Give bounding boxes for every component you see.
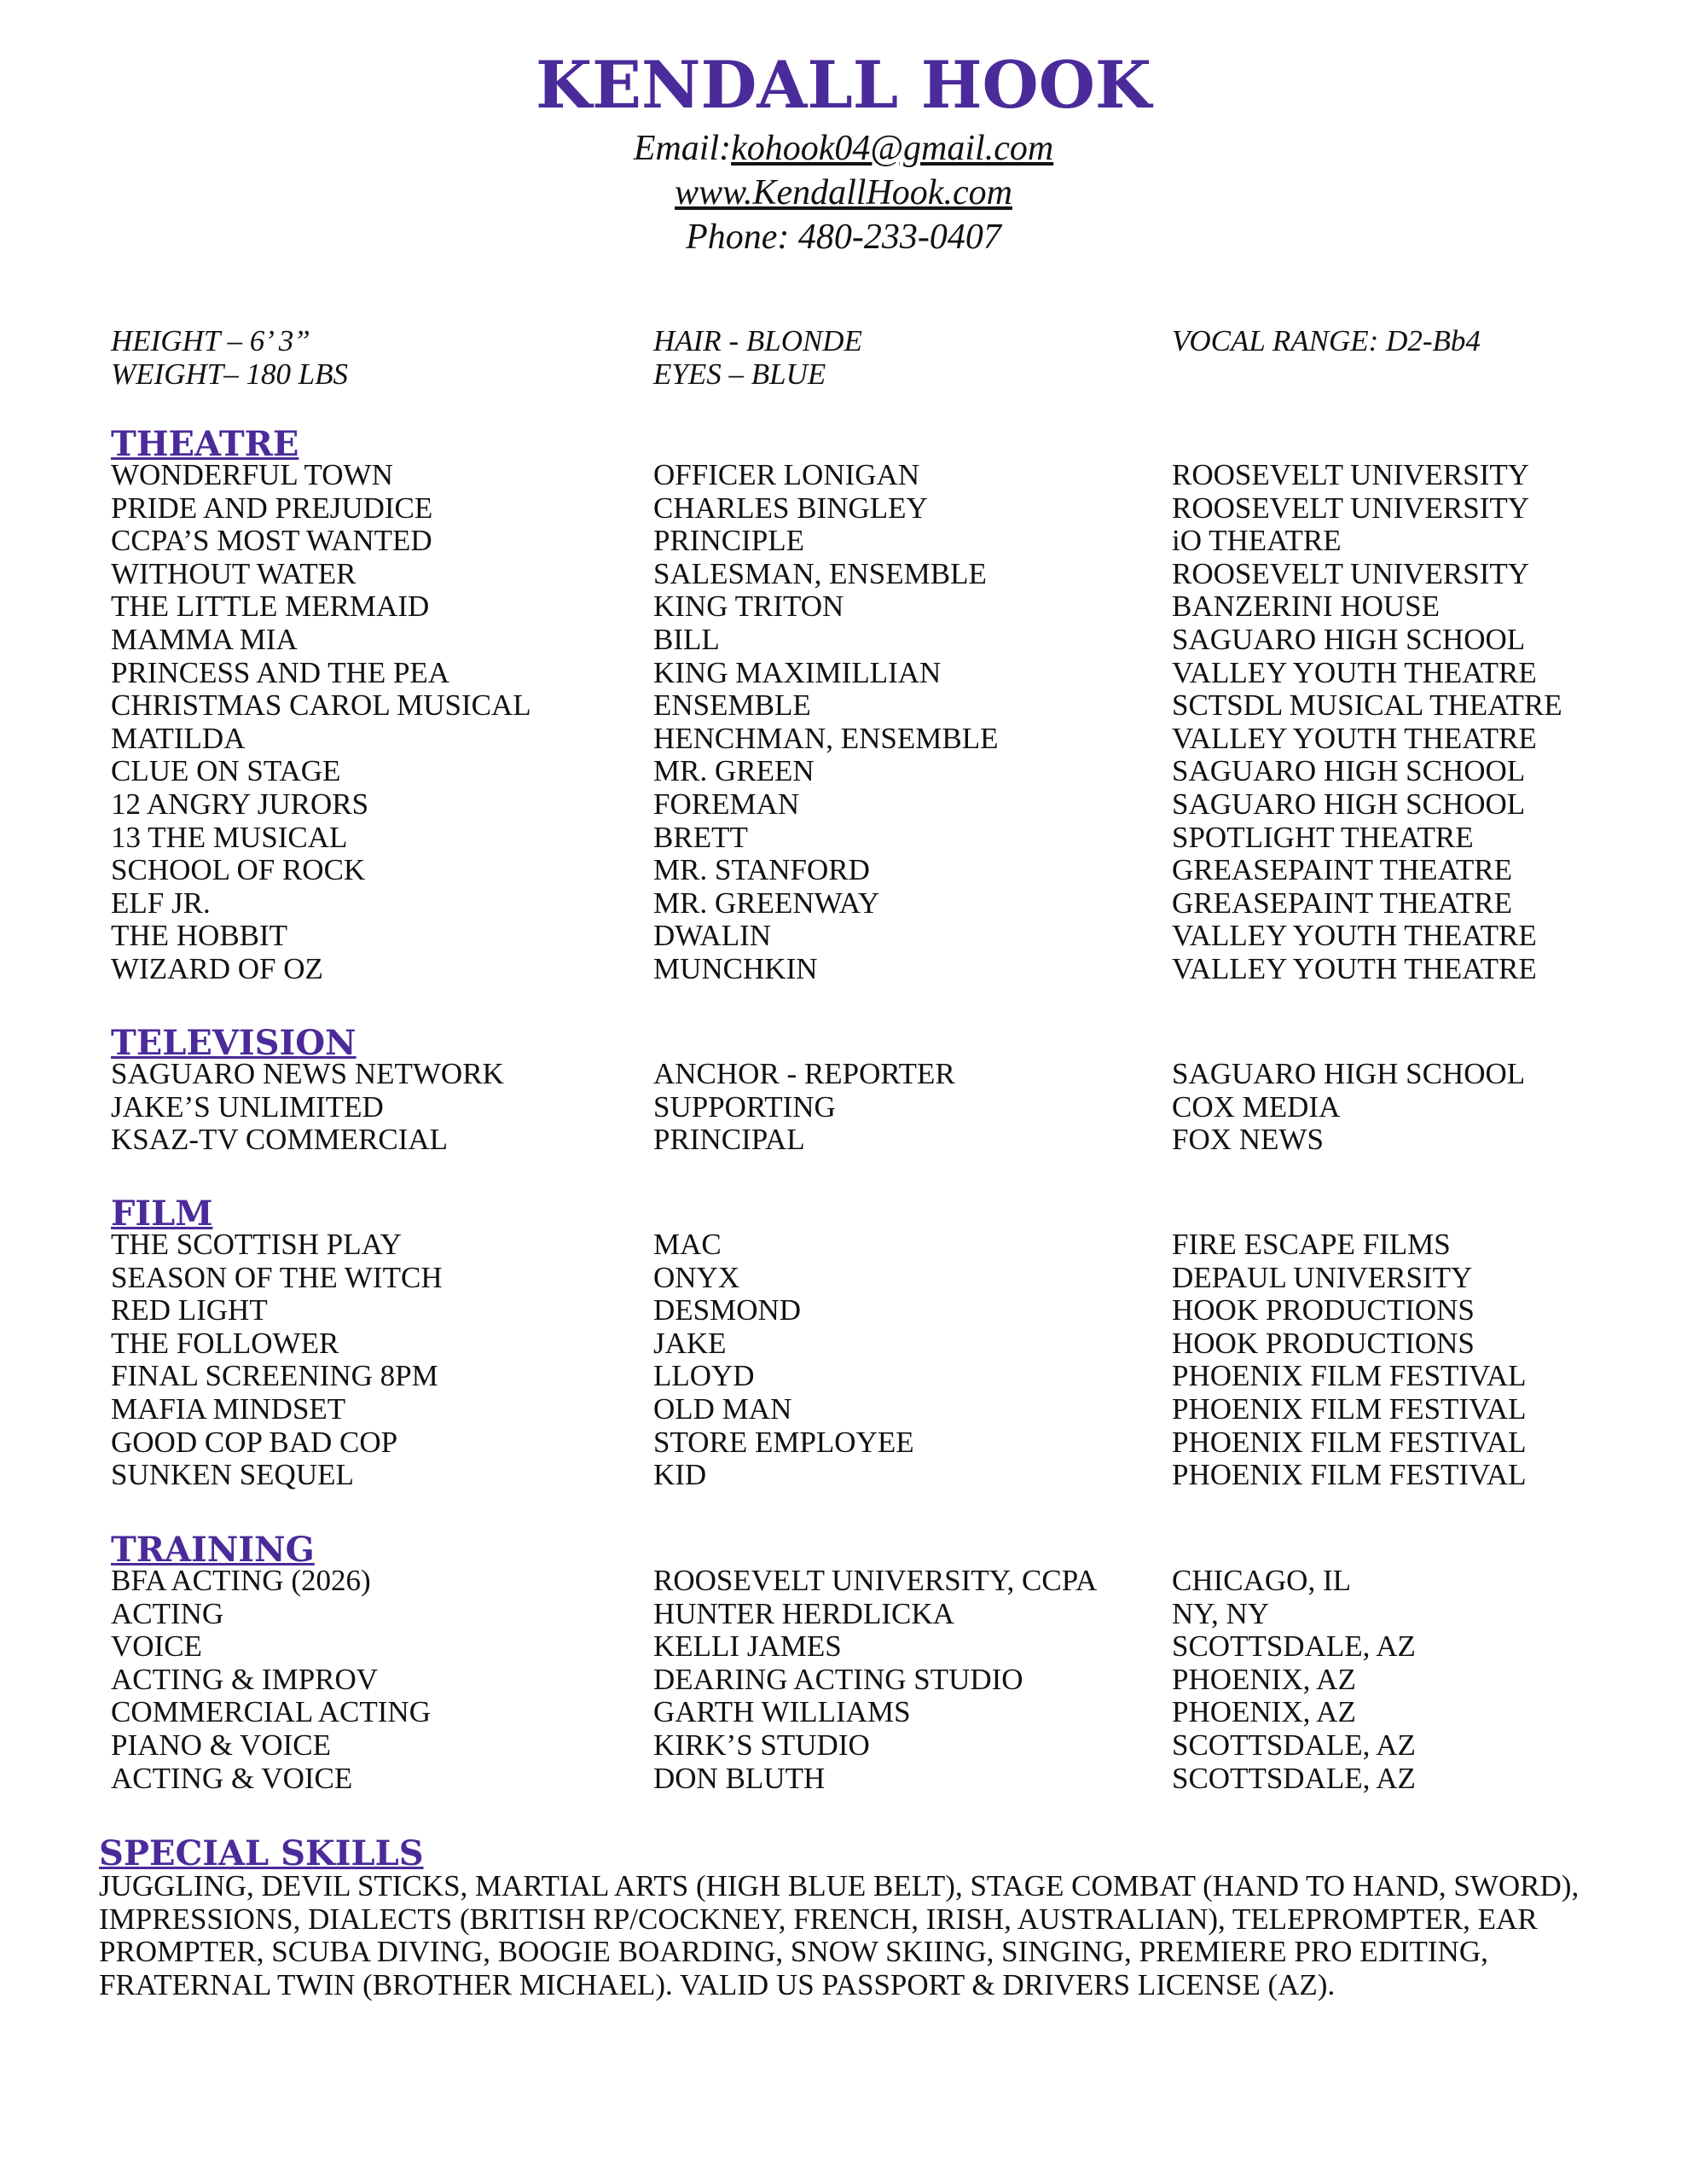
theatre-credit-role: DWALIN [653, 919, 772, 953]
training-credit-title: COMMERCIAL ACTING [111, 1695, 431, 1729]
film-credit-title: FINAL SCREENING 8PM [111, 1359, 438, 1393]
theatre-credit-venue: BANZERINI HOUSE [1172, 590, 1441, 624]
theatre-credit-venue: SAGUARO HIGH SCHOOL [1172, 787, 1526, 821]
stats-column-3 [1172, 324, 1481, 357]
theatre-credit-row [0, 854, 1687, 887]
training-credit-title: ACTING & VOICE [111, 1761, 353, 1795]
email-label: Email: [633, 129, 732, 168]
theatre-credit-role: OFFICER LONIGAN [653, 458, 920, 491]
theatre-heading: THEATRE [111, 424, 299, 464]
theatre-credit-title: WONDERFUL TOWN [111, 458, 393, 491]
theatre-credit-row [0, 788, 1687, 822]
theatre-credit-role: HENCHMAN, ENSEMBLE [653, 721, 999, 755]
film-credit-title: RED LIGHT [111, 1293, 268, 1327]
theatre-credit-venue: SPOTLIGHT THEATRE [1172, 820, 1474, 854]
theatre-credit-row [0, 887, 1687, 921]
training-credit-row [0, 1565, 1687, 1598]
eyes-stat: EYES – BLUE [653, 357, 826, 391]
film-credit-row [0, 1294, 1687, 1327]
theatre-credit-title: 13 THE MUSICAL [111, 820, 348, 854]
theatre-credit-row [0, 723, 1687, 756]
training-credit-title: ACTING & IMPROV [111, 1662, 379, 1696]
theatre-credit-role: MR. STANFORD [653, 853, 870, 887]
film-credit-row [0, 1459, 1687, 1492]
vocal-range-stat: VOCAL RANGE: D2-Bb4 [1172, 324, 1481, 357]
theatre-credit-role: BRETT [653, 820, 748, 854]
theatre-credit-row [0, 624, 1687, 657]
theatre-credit-venue: VALLEY YOUTH THEATRE [1172, 951, 1537, 985]
email-line [0, 126, 1687, 171]
theatre-credits [0, 459, 1687, 986]
film-credit-venue: PHOENIX FILM FESTIVAL [1172, 1458, 1527, 1492]
theatre-credit-title: MAMMA MIA [111, 622, 298, 656]
film-credit-row [0, 1228, 1687, 1262]
theatre-credit-venue: SCTSDL MUSICAL THEATRE [1172, 688, 1562, 723]
film-credit-venue: PHOENIX FILM FESTIVAL [1172, 1391, 1527, 1426]
theatre-credit-role: PRINCIPLE [653, 524, 804, 558]
theatre-credit-title: PRINCESS AND THE PEA [111, 655, 450, 689]
theatre-credit-title: THE LITTLE MERMAID [111, 590, 430, 624]
training-credit-venue: NY, NY [1172, 1596, 1270, 1630]
film-credit-venue: PHOENIX FILM FESTIVAL [1172, 1359, 1527, 1393]
theatre-credit-venue: VALLEY YOUTH THEATRE [1172, 655, 1537, 689]
stats-column-1 [111, 324, 348, 391]
film-credit-venue: PHOENIX FILM FESTIVAL [1172, 1425, 1527, 1459]
special-skills-text: JUGGLING, DEVIL STICKS, MARTIAL ARTS (HIGH BLUE BELT), STAGE COMBAT (HAND TO HAND, SWORD), IMPRESSIONS, DIALECTS (BRITISH RP/COCKNEY, FRENCH, IRISH, AUSTRALIAN), TELEPROMPTER, EAR PROMPTER, SCUBA DIVING, BOOGIE BOARDING, SNOW SKIING, SINGING, PREMIERE PRO EDITING, FRATERNAL TWIN (BROTHER MICHAEL). VALID US PASSPORT & DRIVERS LICENSE (AZ). [99, 1869, 1580, 2001]
theatre-credit-row [0, 492, 1687, 526]
training-credit-role: ROOSEVELT UNIVERSITY, CCPA [653, 1564, 1098, 1597]
resume-header [0, 44, 1687, 259]
television-credit-title: KSAZ-TV COMMERCIAL [111, 1123, 449, 1157]
theatre-credit-role: CHARLES BINGLEY [653, 491, 928, 525]
film-credit-row [0, 1426, 1687, 1460]
theatre-credit-role: MR. GREEN [653, 754, 815, 788]
training-credit-role: KIRK’S STUDIO [653, 1728, 870, 1762]
theatre-credit-role: SALESMAN, ENSEMBLE [653, 556, 987, 590]
film-credit-role: OLD MAN [653, 1391, 792, 1426]
training-credit-venue: SCOTTSDALE, AZ [1172, 1761, 1416, 1795]
theatre-credit-venue: ROOSEVELT UNIVERSITY [1172, 491, 1530, 525]
training-credit-row [0, 1598, 1687, 1631]
training-credit-title: ACTING [111, 1596, 224, 1630]
film-credit-venue: FIRE ESCAPE FILMS [1172, 1228, 1451, 1261]
stats-column-2 [653, 324, 862, 391]
theatre-credit-row [0, 590, 1687, 624]
training-credit-row [0, 1664, 1687, 1697]
film-credit-row [0, 1360, 1687, 1393]
training-credit-title: PIANO & VOICE [111, 1728, 331, 1762]
film-credit-row [0, 1327, 1687, 1361]
theatre-credit-venue: SAGUARO HIGH SCHOOL [1172, 754, 1526, 788]
film-credit-role: STORE EMPLOYEE [653, 1425, 914, 1459]
training-credit-role: KELLI JAMES [653, 1629, 842, 1664]
television-heading: TELEVISION [111, 1023, 357, 1063]
actor-name: KENDALL HOOK [536, 47, 1151, 123]
theatre-credit-venue: iO THEATRE [1172, 524, 1342, 558]
theatre-credit-venue: ROOSEVELT UNIVERSITY [1172, 556, 1530, 590]
television-credit-venue: COX MEDIA [1172, 1089, 1341, 1124]
theatre-credit-title: SCHOOL OF ROCK [111, 853, 366, 887]
film-credit-role: LLOYD [653, 1359, 755, 1393]
training-credit-venue: SCOTTSDALE, AZ [1172, 1629, 1416, 1664]
film-credit-title: SEASON OF THE WITCH [111, 1260, 443, 1294]
theatre-credit-role: MUNCHKIN [653, 951, 818, 985]
theatre-credit-venue: GREASEPAINT THEATRE [1172, 853, 1512, 887]
television-credits [0, 1058, 1687, 1157]
theatre-credit-role: ENSEMBLE [653, 688, 811, 723]
training-credit-role: DON BLUTH [653, 1761, 826, 1795]
training-credit-row [0, 1630, 1687, 1664]
film-credit-title: SUNKEN SEQUEL [111, 1458, 354, 1492]
television-credit-role: PRINCIPAL [653, 1123, 805, 1157]
special-skills-heading: SPECIAL SKILLS [99, 1833, 424, 1873]
film-credit-title: THE FOLLOWER [111, 1326, 339, 1360]
television-credit-row [0, 1058, 1687, 1091]
film-credit-role: MAC [653, 1228, 722, 1261]
training-credit-row [0, 1763, 1687, 1796]
film-credit-venue: DEPAUL UNIVERSITY [1172, 1260, 1473, 1294]
theatre-credit-title: CCPA’S MOST WANTED [111, 524, 432, 558]
theatre-credit-role: BILL [653, 622, 720, 656]
film-credit-title: THE SCOTTISH PLAY [111, 1228, 402, 1261]
training-credit-title: BFA ACTING (2026) [111, 1564, 371, 1597]
television-credit-row [0, 1091, 1687, 1124]
theatre-credit-role: MR. GREENWAY [653, 886, 880, 920]
television-credit-role: ANCHOR - REPORTER [653, 1057, 955, 1090]
phone-line: Phone: 480-233-0407 [686, 218, 1001, 257]
theatre-credit-venue: ROOSEVELT UNIVERSITY [1172, 458, 1530, 491]
television-credit-role: SUPPORTING [653, 1089, 836, 1124]
theatre-credit-row [0, 822, 1687, 855]
theatre-credit-venue: VALLEY YOUTH THEATRE [1172, 919, 1537, 953]
training-credit-title: VOICE [111, 1629, 202, 1664]
film-credit-role: KID [653, 1458, 707, 1492]
website-link[interactable]: www.KendallHook.com [675, 173, 1012, 212]
training-credit-role: GARTH WILLIAMS [653, 1695, 911, 1729]
theatre-credit-title: CLUE ON STAGE [111, 754, 341, 788]
theatre-credit-title: PRIDE AND PREJUDICE [111, 491, 433, 525]
theatre-credit-venue: SAGUARO HIGH SCHOOL [1172, 622, 1526, 656]
theatre-credit-venue: GREASEPAINT THEATRE [1172, 886, 1512, 920]
theatre-credit-title: CHRISTMAS CAROL MUSICAL [111, 688, 531, 723]
email-link[interactable]: kohook04@gmail.com [731, 129, 1054, 168]
training-credit-venue: PHOENIX, AZ [1172, 1695, 1356, 1729]
theatre-credit-row [0, 755, 1687, 788]
theatre-credit-row [0, 459, 1687, 492]
height-stat: HEIGHT – 6’ 3” [111, 324, 310, 357]
theatre-credit-row [0, 657, 1687, 690]
training-credit-venue: PHOENIX, AZ [1172, 1662, 1356, 1696]
training-credit-row [0, 1729, 1687, 1763]
weight-stat: WEIGHT– 180 LBS [111, 357, 349, 391]
theatre-credit-title: WIZARD OF OZ [111, 951, 323, 985]
training-credit-venue: CHICAGO, IL [1172, 1564, 1351, 1597]
theatre-credit-row [0, 525, 1687, 558]
film-heading: FILM [111, 1194, 213, 1234]
training-credit-row [0, 1696, 1687, 1729]
hair-stat: HAIR - BLONDE [653, 324, 862, 357]
theatre-credit-role: KING MAXIMILLIAN [653, 655, 942, 689]
television-credit-title: SAGUARO NEWS NETWORK [111, 1057, 504, 1090]
film-credit-role: DESMOND [653, 1293, 802, 1327]
film-credit-title: GOOD COP BAD COP [111, 1425, 398, 1459]
theatre-credit-title: WITHOUT WATER [111, 556, 357, 590]
television-credit-venue: FOX NEWS [1172, 1123, 1324, 1157]
training-credit-role: HUNTER HERDLICKA [653, 1596, 954, 1630]
theatre-credit-role: FOREMAN [653, 787, 800, 821]
theatre-credit-row [0, 953, 1687, 986]
film-credit-title: MAFIA MINDSET [111, 1391, 346, 1426]
film-credit-venue: HOOK PRODUCTIONS [1172, 1293, 1475, 1327]
theatre-credit-row [0, 689, 1687, 723]
television-credit-title: JAKE’S UNLIMITED [111, 1089, 384, 1124]
television-credit-venue: SAGUARO HIGH SCHOOL [1172, 1057, 1526, 1090]
training-credits [0, 1565, 1687, 1795]
film-credit-venue: HOOK PRODUCTIONS [1172, 1326, 1475, 1360]
television-credit-row [0, 1124, 1687, 1157]
website-line [0, 171, 1687, 215]
film-credit-role: ONYX [653, 1260, 740, 1294]
training-credit-role: DEARING ACTING STUDIO [653, 1662, 1023, 1696]
film-credit-row [0, 1393, 1687, 1426]
film-credit-row [0, 1262, 1687, 1295]
film-credit-role: JAKE [653, 1326, 727, 1360]
theatre-credit-title: THE HOBBIT [111, 919, 288, 953]
theatre-credit-title: ELF JR. [111, 886, 211, 920]
theatre-credit-venue: VALLEY YOUTH THEATRE [1172, 721, 1537, 755]
training-heading: TRAINING [111, 1530, 315, 1570]
theatre-credit-title: 12 ANGRY JURORS [111, 787, 369, 821]
theatre-credit-role: KING TRITON [653, 590, 844, 624]
training-credit-venue: SCOTTSDALE, AZ [1172, 1728, 1416, 1762]
film-credits [0, 1228, 1687, 1492]
theatre-credit-title: MATILDA [111, 721, 246, 755]
theatre-credit-row [0, 558, 1687, 591]
theatre-credit-row [0, 920, 1687, 953]
